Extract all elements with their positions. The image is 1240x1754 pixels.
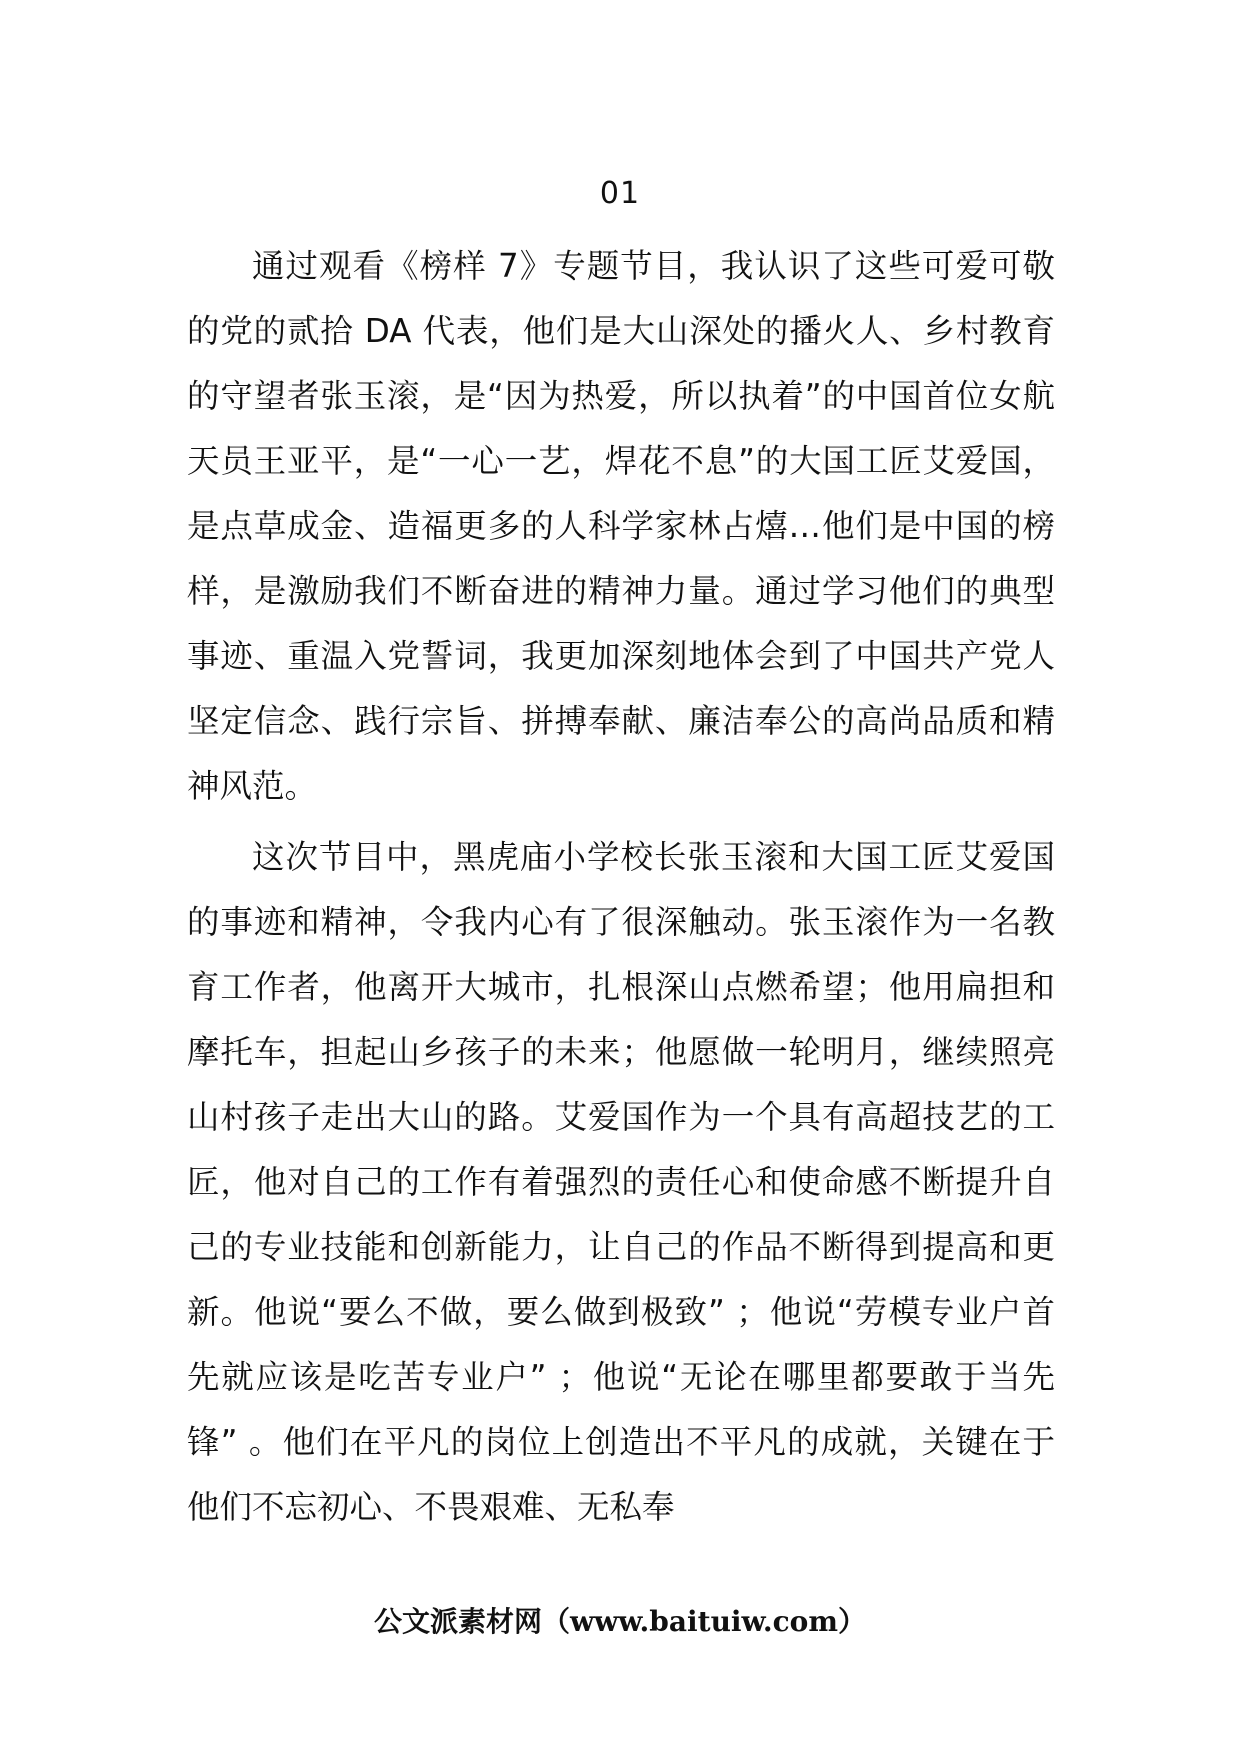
- paragraph-1: 通过观看《榜样 7》专题节目，我认识了这些可爱可敬的党的贰拾 DA 代表，他们是大山深处的播火人、乡村教育的守望者张玉滚，是“因为热爱，所以执着”的中国首位女航天员王亚平，是“一心一艺，焊花不息”的大国工匠艾爱国，是点草成金、造福更多的人科学家林占熺…他们是中国的榜样，是激励我们不断奋进的精神力量。通过学习他们的典型事迹、重温入党誓词，我更加深刻地体会到了中国共产党人坚定信念、践行宗旨、拼搏奉献、廉洁奉公的高尚品质和精神风范。: [187, 247, 1055, 805]
- section-number: 01: [599, 176, 641, 211]
- paragraph-2: 这次节目中，黑虎庙小学校长张玉滚和大国工匠艾爱国的事迹和精神，令我内心有了很深触动。张玉滚作为一名教育工作者，他离开大城市，扎根深山点燃希望；他用扁担和摩托车，担起山乡孩子的未来；他愿做一轮明月，继续照亮山村孩子走出大山的路。艾爱国作为一个具有高超技艺的工匠，他对自己的工作有着强烈的责任心和使命感不断提升自己的专业技能和创新能力，让自己的作品不断得到提高和更新。他说“要么不做，要么做到极致” ；他说“劳模专业户首先就应该是吃苦专业户” ；他说“无论在哪里都要敢于当先锋” 。他们在平凡的岗位上创造出不平凡的成就，关键在于他们不忘初心、不畏艰难、无私奉: [187, 838, 1055, 1526]
- footer-watermark: 公文派素材网（www.baituiw.com）: [374, 1605, 866, 1638]
- article-body: [187, 234, 1055, 1546]
